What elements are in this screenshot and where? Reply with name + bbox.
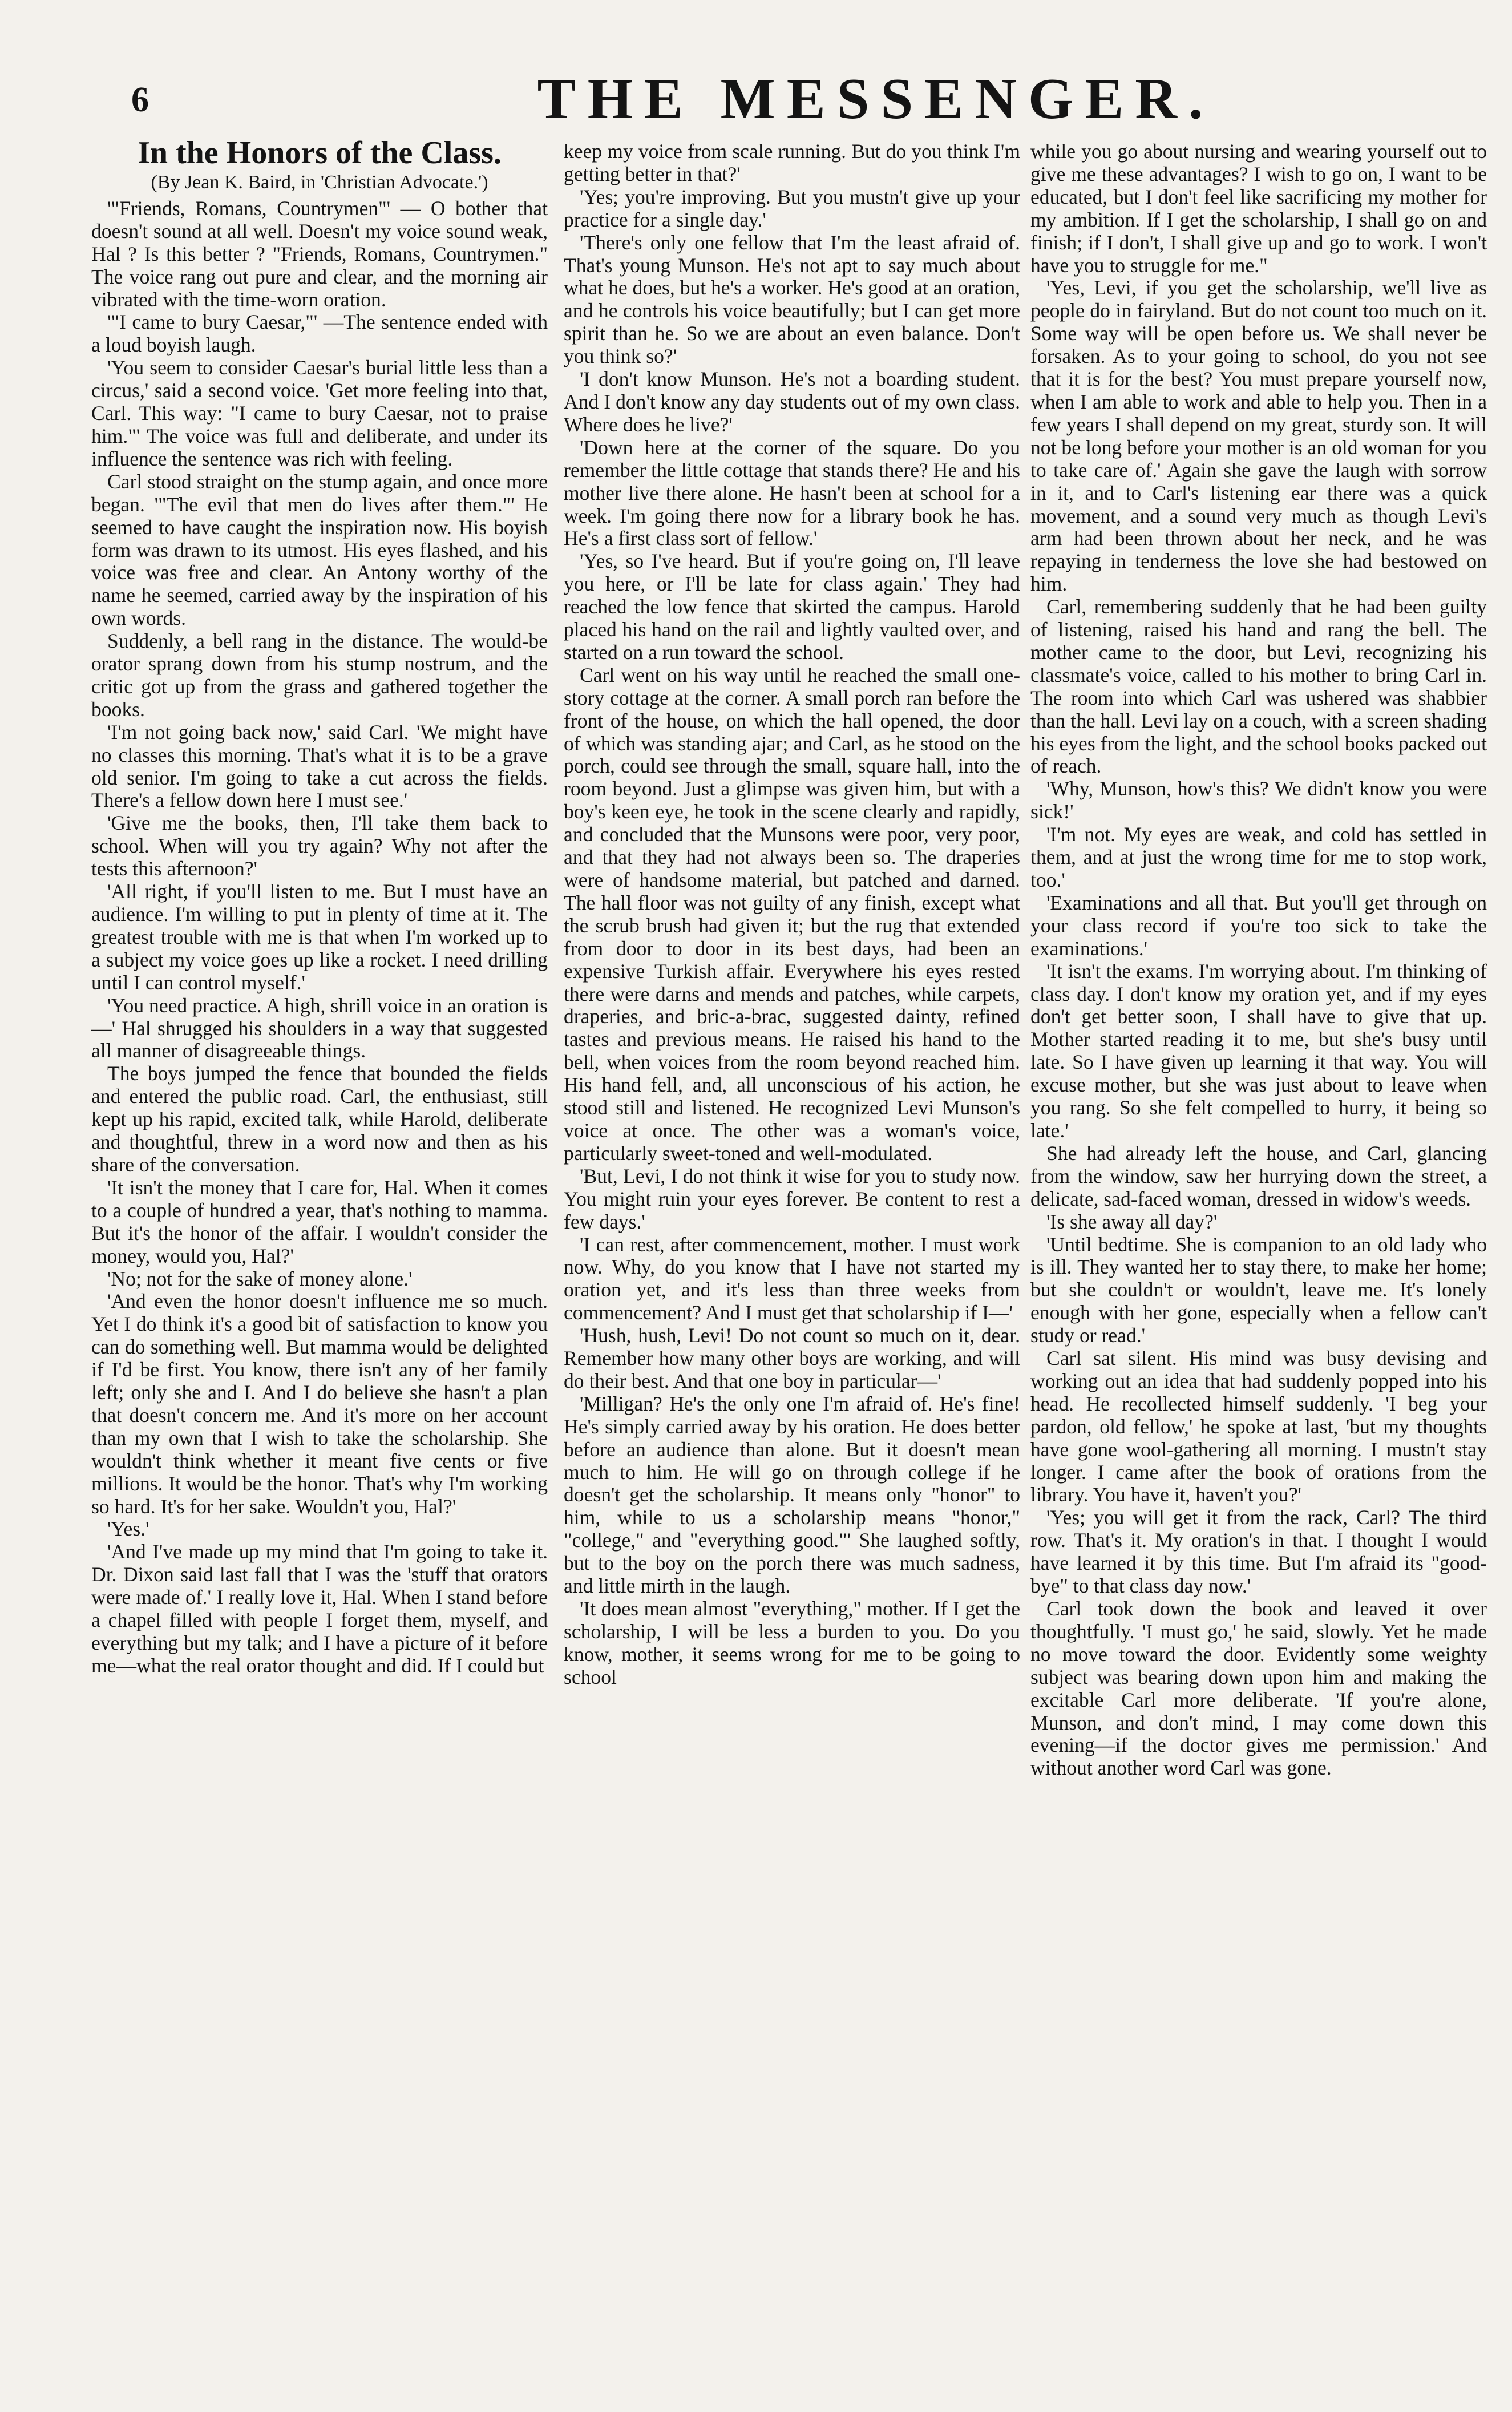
article-column-2	[564, 140, 1020, 2411]
paragraph: She had already left the house, and Carl, glancing from the window, saw her hurrying down the street, a delicate, sad-faced woman, dressed in widow's weeds.	[1030, 1141, 1487, 1210]
paragraph: Carl sat silent. His mind was busy devising and working out an idea that had suddenly popped into his head. He recollected himself suddenly. 'I beg your pardon, old fellow,' he spoke at last, 'but my thoughts have gone wool-gathering all morning. I mustn't stay longer. I came after the book of orations from the library. You have it, haven't you?'	[1030, 1347, 1487, 1506]
paragraph: The boys jumped the fence that bounded the fields and entered the public road. Carl, the enthusiast, still kept up his rapid, excited talk, while Harold, deliberate and thoughtful, threw in a word now and then as his share of the conversation.	[91, 1062, 548, 1176]
paragraph: Carl stood straight on the stump again, and once more began. '"The evil that men do lives after them."' He seemed to have caught the inspiration now. His boyish form was drawn to its utmost. His eyes flashed, and his voice was free and clear. An Antony worthy of the name he seemed, carried away by the inspiration of his own words.	[91, 470, 548, 630]
paragraph: 'And even the honor doesn't influence me so much. Yet I do think it's a good bit of satisfaction to know you can do something well. But mamma would be delighted if I'd be first. You know, there isn't any of her family left; only she and I. And I do believe she hasn't a plan that doesn't concern me. And it's more on her account than my own that I wish to take the scholarship. She wouldn't think whether it meant five cents or five millions. It would be the honor. That's why I'm working so hard. It's for her sake. Wouldn't you, Hal?'	[91, 1290, 548, 1518]
paragraph: Carl, remembering suddenly that he had been guilty of listening, raised his hand and rang the bell. The mother came to the door, but Levi, recognizing his classmate's voice, called to his mother to bring Carl in. The room into which Carl was ushered was shabbier than the hall. Levi lay on a couch, with a screen shading his eyes from the light, and the school books packed out of reach.	[1030, 595, 1487, 778]
paragraph: 'Milligan? He's the only one I'm afraid of. He's fine! He's simply carried away by his oration. He does better before an audience than alone. But it doesn't mean much to him. He will go on through college if he doesn't get the scholarship. It means only "honor" to him, while to us a scholarship means "honor," "college," and "everything good."' She laughed softly, but to the boy on the porch there was much sadness, and little mirth in the laugh.	[564, 1392, 1020, 1598]
paragraph: 'Down here at the corner of the square. Do you remember the little cottage that stands there? He and his mother live there alone. He hasn't been at school for a week. I'm going there now for a library book he has. He's a first class sort of fellow.'	[564, 435, 1020, 550]
paragraph: Carl went on his way until he reached the small one-story cottage at the corner. A small porch ran before the front of the house, on which the hall opened, the door of which was standing ajar; and Carl, as he stood on the porch, could see through the small, square hall, into the room beyond. Just a glimpse was given him, but with a boy's keen eye, he took in the scene clearly and rapidly, and concluded that the Munsons were poor, very poor, and that they had not always been so. The draperies were of handsome material, but patched and darned. The hall floor was not guilty of any finish, except what the scrub brush had given it; but the rug that extended from door to door in its best days, had been an expensive Turkish affair. Everywhere his eyes rested there were darns and mends and patches, while carpets, draperies, and bric-a-brac, suggested dainty, refined tastes and previous means. He raised his hand to the bell, when voices from the room beyond reached him. His hand fell, and, all unconscious of his action, he stood still and listened. He recognized Levi Munson's voice at once. The other was a woman's voice, particularly sweet-toned and well-modulated.	[564, 663, 1020, 1165]
article-byline: (By Jean K. Baird, in 'Christian Advocate.')	[151, 172, 488, 193]
paragraph: 'Is she away all day?'	[1046, 1210, 1218, 1233]
article-column-1	[91, 135, 548, 2406]
paragraph: 'And I've made up my mind that I'm going to take it. Dr. Dixon said last fall that I was the 'stuff that orators were made of.' I really love it, Hal. When I stand before a chapel filled with people I forget them, myself, and everything but my talk; and I have a picture of it before me—what the real orator thought and did. If I could but	[91, 1540, 548, 1677]
paragraph: '"I came to bury Caesar,"' —The sentence ended with a loud boyish laugh.	[91, 310, 548, 357]
paragraph: 'But, Levi, I do not think it wise for you to study now. You might ruin your eyes forever. Be content to rest a few days.'	[564, 1164, 1020, 1233]
paragraph: 'It isn't the money that I care for, Hal. When it comes to a couple of hundred a year, that's nothing to mamma. But it's the honor of the affair. I wouldn't consider the money, would you, Hal?'	[91, 1175, 548, 1267]
paragraph: 'It does mean almost "everything," mother. If I get the scholarship, I will be less a burden to you. Do you know, mother, it seems wrong for me to be going to school	[564, 1597, 1020, 1688]
paragraph: 'Yes; you will get it from the rack, Carl? The third row. That's it. My oration's in that. I thought I would have learned it by this time. But I'm afraid its "good-bye" to that class day now.'	[1030, 1506, 1487, 1598]
paragraph: while you go about nursing and wearing yourself out to give me these advantages? I wish to go on, I want to be educated, but I don't feel like sacrificing my mother for my ambition. If I get the scholarship, I shall go on and finish; if I don't, I shall give up and go to work. I won't have you to struggle for me."	[1030, 140, 1487, 277]
paragraph: 'All right, if you'll listen to me. But I must have an audience. I'm willing to put in plenty of time at it. The greatest trouble with me is that when I'm worked up to a subject my voice goes up like a rocket. I need drilling until I can control myself.'	[91, 880, 548, 994]
paragraph: keep my voice from scale running. But do you think I'm getting better in that?'	[564, 140, 1020, 185]
paragraph: Suddenly, a bell rang in the distance. The would-be orator sprang down from his stump nostrum, and the critic got up from the grass and gathered together the books.	[91, 629, 548, 721]
paragraph: 'I can rest, after commencement, mother. I must work now. Why, do you know that I have not started my oration yet, and it's less than three weeks from commencement? And I must get that scholarship if I—'	[564, 1233, 1020, 1324]
article-headline: In the Honors of the Class.	[138, 135, 502, 171]
paragraph: 'Why, Munson, how's this? We didn't know you were sick!'	[1030, 777, 1487, 823]
paragraph: 'There's only one fellow that I'm the least afraid of. That's young Munson. He's not apt to say much about what he does, but he's a worker. He's good at an oration, and he controls his voice beautifully; but I can get more spirit than he. So we are about an even balance. Don't you think so?'	[564, 231, 1020, 368]
paragraph: 'I'm not going back now,' said Carl. 'We might have no classes this morning. That's what it is to be a grave old senior. I'm going to take a cut across the fields. There's a fellow down here I must see.'	[91, 720, 548, 812]
paragraph: 'Yes, so I've heard. But if you're going on, I'll leave you here, or I'll be late for class again.' They had reached the low fence that skirted the campus. Harold placed his hand on the rail and lightly vaulted over, and started on a run toward the school.	[564, 550, 1020, 664]
paragraph: 'No; not for the sake of money alone.'	[107, 1267, 413, 1290]
paragraph: 'Examinations and all that. But you'll get through on your class record if you're too sick to take the examinations.'	[1030, 891, 1487, 960]
page-number: 6	[131, 80, 149, 119]
paragraph: Carl took down the book and leaved it over thoughtfully. 'I must go,' he said, slowly. Yet he made no move toward the door. Evidently some weighty subject was bearing down upon him and making the excitable Carl more deliberate. 'If you're alone, Munson, and don't mind, I may come down this evening—if the doctor gives me permission.' And without another word Carl was gone.	[1030, 1597, 1487, 1780]
paragraph: 'I'm not. My eyes are weak, and cold has settled in them, and at just the wrong time for me to stop work, too.'	[1030, 823, 1487, 891]
paragraph: '"Friends, Romans, Countrymen"' — O bother that doesn't sound at all well. Doesn't my voice sound weak, Hal ? Is this better ? "Friends, Romans, Countrymen." The voice rang out pure and clear, and the morning air vibrated with the time-worn oration.	[91, 196, 548, 311]
paragraph: 'You need practice. A high, shrill voice in an oration is—' Hal shrugged his shoulders in a way that suggested all manner of disagreeable things.	[91, 993, 548, 1062]
article-column-3	[1030, 140, 1487, 2411]
newspaper-title: THE MESSENGER.	[537, 67, 1215, 131]
paragraph: 'I don't know Munson. He's not a boarding student. And I don't know any day students out of my own class. Where does he live?'	[564, 367, 1020, 436]
paragraph: 'Hush, hush, Levi! Do not count so much on it, dear. Remember how many other boys are working, and will do their best. And that one boy in particular—'	[564, 1324, 1020, 1392]
paragraph: 'Yes.'	[107, 1517, 149, 1541]
paragraph: 'Yes, Levi, if you get the scholarship, we'll live as people do in fairyland. But do not count too much on it. Some way will be open before us. We shall never be forsaken. As to your going to school, do you not see that it is for the best? You must prepare yourself now, when I am able to work and able to help you. Then in a few years I shall depend on my great, sturdy son. It will not be long before your mother is an old woman for you to take care of.' Again she gave the laugh with sorrow in it, and to Carl's listening ear there was a quick movement, and a sound very much as though Levi's arm had been thrown about her neck, and he was repaying in tenderness the love she had bestowed on him.	[1030, 276, 1487, 596]
paragraph: 'It isn't the exams. I'm worrying about. I'm thinking of class day. I don't know my oration yet, and if my eyes don't get better soon, I shall have to give that up. Mother started reading it to me, but she's busy until late. So I have given up learning it that way. You will excuse mother, but she was just about to leave when you rang. So she felt compelled to hurry, it being so late.'	[1030, 959, 1487, 1142]
paragraph: 'Until bedtime. She is companion to an old lady who is ill. They wanted her to stay there, to make her home; but she couldn't or wouldn't, leave me. It's lonely enough with her gone, especially when a fellow can't study or read.'	[1030, 1233, 1487, 1347]
masthead	[0, 0, 1512, 131]
paragraph: 'You seem to consider Caesar's burial little less than a circus,' said a second voice. 'Get more feeling into that, Carl. This way: "I came to bury Caesar, not to praise him."' The voice was full and deliberate, and under its influence the sentence was rich with feeling.	[91, 356, 548, 470]
paragraph: 'Give me the books, then, I'll take them back to school. When will you try again? Why not after the tests this afternoon?'	[91, 811, 548, 880]
paragraph: 'Yes; you're improving. But you mustn't give up your practice for a single day.'	[564, 185, 1020, 231]
